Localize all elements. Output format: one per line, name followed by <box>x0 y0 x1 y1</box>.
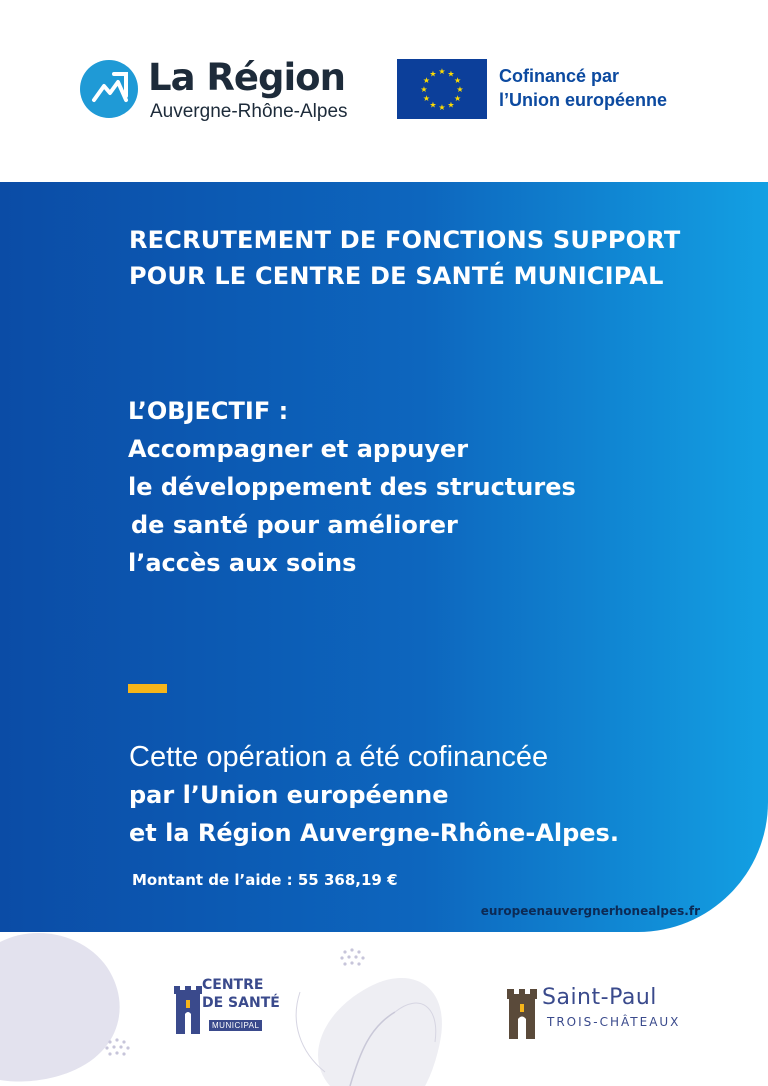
eu-line-2: l’Union européenne <box>499 90 668 110</box>
eu-star: ★ <box>456 85 464 94</box>
eu-flag-icon <box>397 59 487 119</box>
cofin-line-bold: et la Région Auvergne-Rhône-Alpes. <box>129 819 619 847</box>
centre-de-sante-logo <box>172 977 280 1038</box>
eu-star: ★ <box>429 100 437 110</box>
title-line: RECRUTEMENT DE FONCTIONS SUPPORT <box>129 226 681 254</box>
objective-line: Accompagner et appuyer <box>128 435 469 463</box>
eu-line-1: Cofinancé par <box>499 66 620 86</box>
objective-block <box>128 392 728 582</box>
castle-tower-icon <box>505 985 539 1041</box>
eu-star: ★ <box>422 94 430 103</box>
header <box>0 0 768 182</box>
region-mountain-icon <box>80 60 138 118</box>
eu-star: ★ <box>447 100 455 110</box>
eu-star: ★ <box>438 103 446 112</box>
cofin-line-bold: par l’Union européenne <box>129 781 449 809</box>
eu-star: ★ <box>454 76 462 85</box>
eu-star: ★ <box>422 76 430 85</box>
aid-amount: Montant de l’aide : 55 368,19 € <box>132 871 398 889</box>
website-link[interactable]: europeenauvergnerhonealpes.fr <box>480 904 700 918</box>
saint-paul-name: Saint-Paul <box>542 985 657 1010</box>
cds-name <box>202 978 280 1010</box>
objective-line: le développement des structures <box>128 473 576 501</box>
eu-cofinance-text <box>499 64 667 112</box>
eu-star: ★ <box>438 67 446 76</box>
saint-paul-subtitle: TROIS-CHÂTEAUX <box>547 1015 681 1029</box>
eu-star: ★ <box>454 94 462 103</box>
page-title <box>129 222 759 294</box>
saint-paul-logo <box>505 985 715 1045</box>
eu-star: ★ <box>447 69 455 79</box>
eu-star: ★ <box>420 85 428 94</box>
objective-line: de santé pour améliorer <box>131 511 458 539</box>
region-logo <box>80 58 380 128</box>
cofinancing-statement <box>129 738 749 852</box>
castle-tower-icon <box>172 980 204 1036</box>
region-name: La Région <box>148 56 345 99</box>
accent-bar <box>128 684 167 693</box>
cofin-line-light: Cette opération a été cofinancée <box>129 741 549 773</box>
cds-municipal-badge: MUNICIPAL <box>209 1020 262 1031</box>
region-subtitle: Auvergne-Rhône-Alpes <box>150 101 348 122</box>
objective-line: l’accès aux soins <box>128 549 357 577</box>
objective-heading: L’OBJECTIF : <box>128 397 289 425</box>
title-line: POUR LE CENTRE DE SANTÉ MUNICIPAL <box>129 262 664 290</box>
cds-line-2: DE SANTÉ <box>202 995 280 1011</box>
eu-star: ★ <box>429 69 437 79</box>
cds-line-1: CENTRE <box>202 977 264 993</box>
